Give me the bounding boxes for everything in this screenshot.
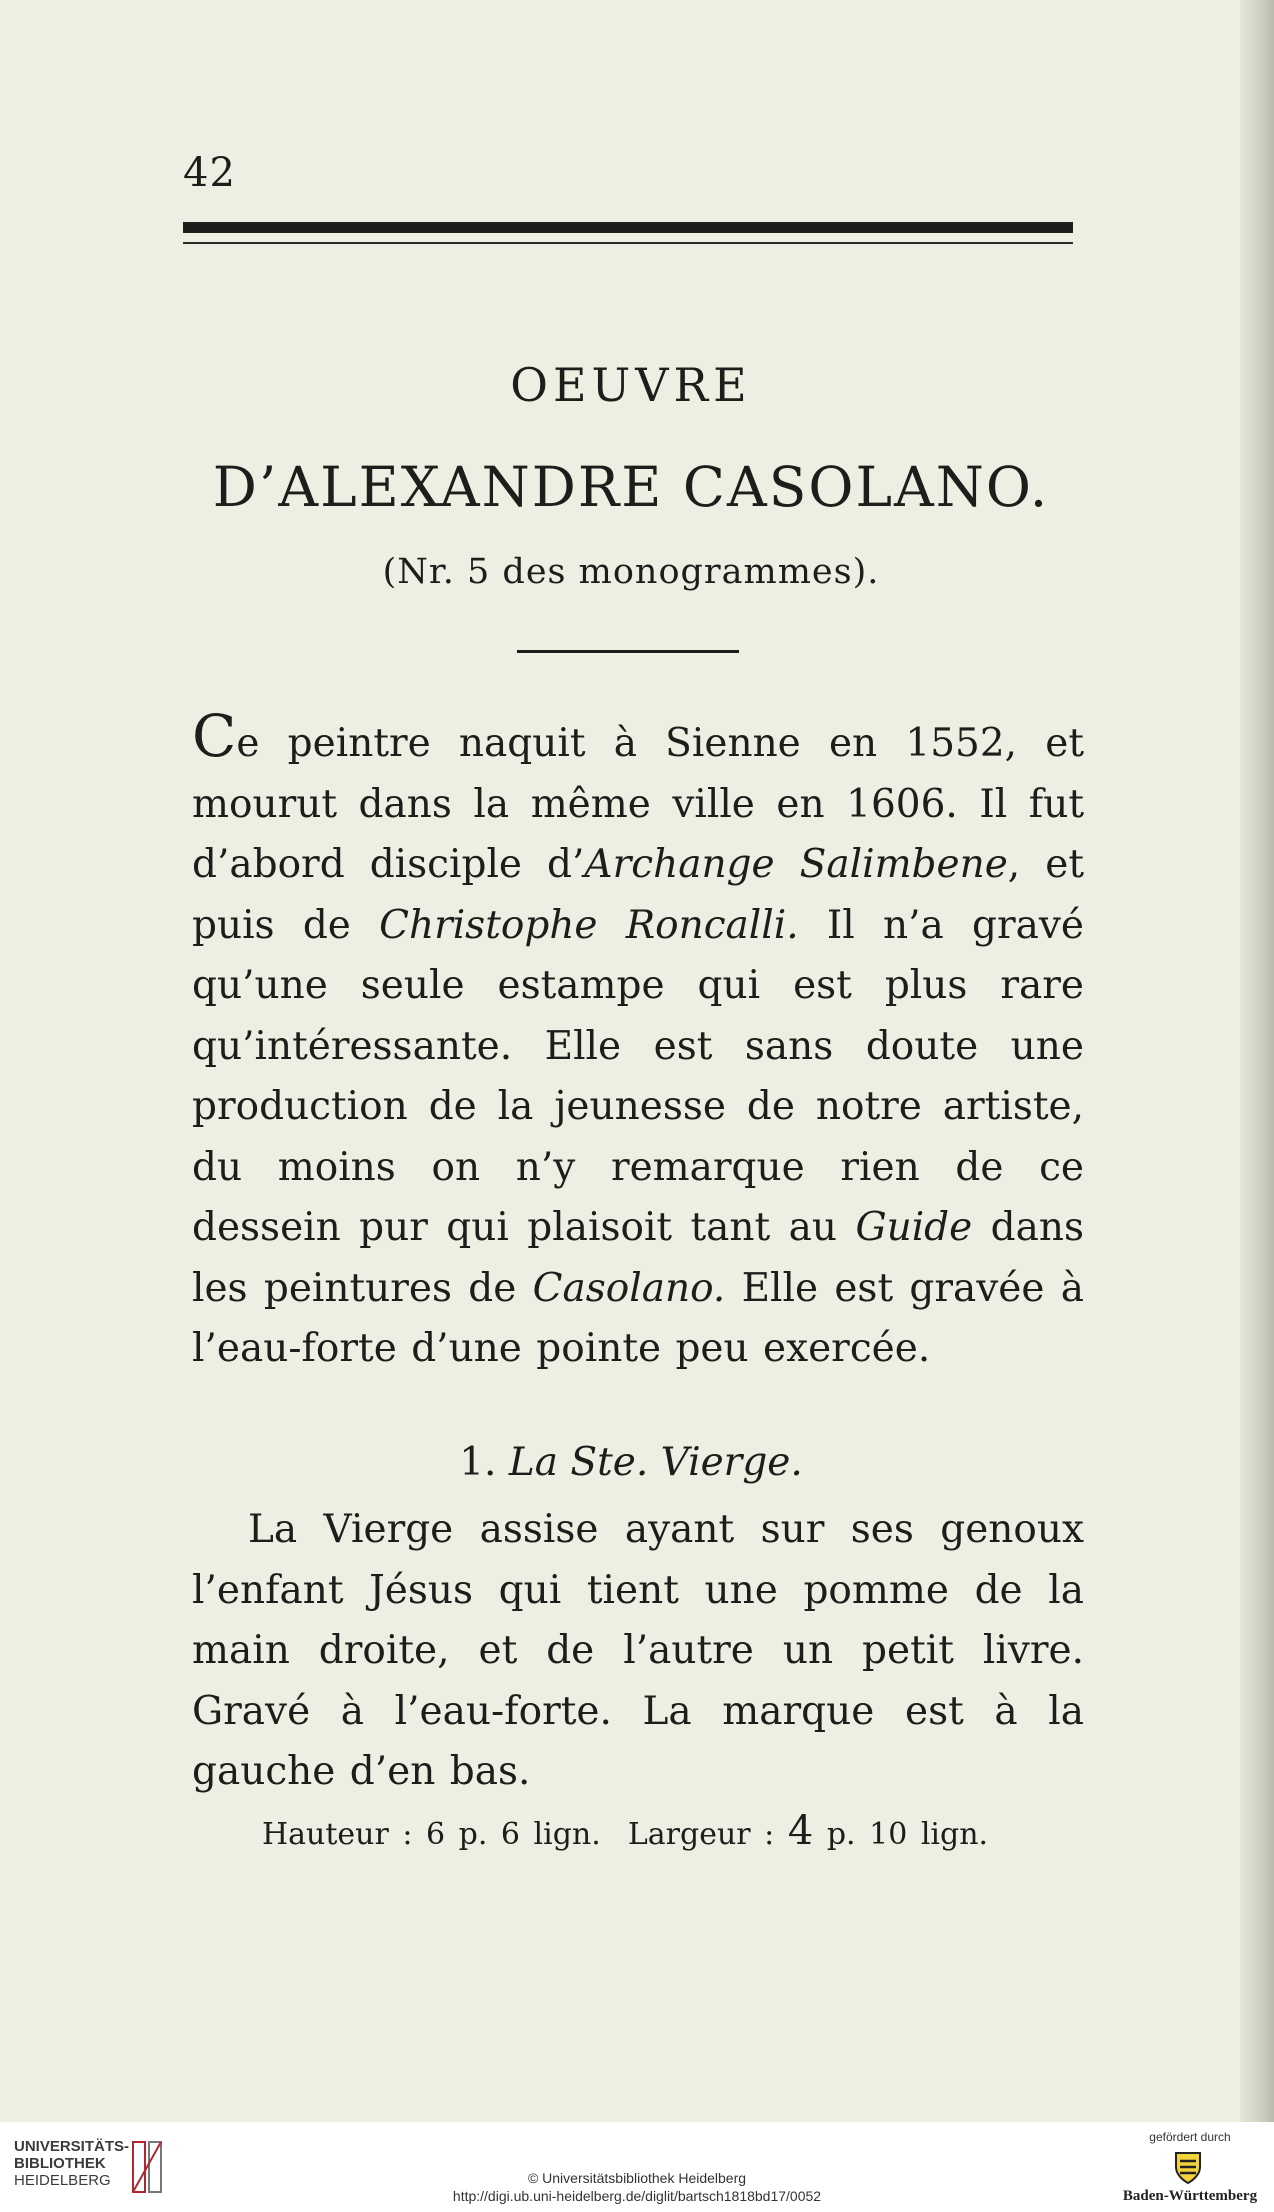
copyright-notice: © Universitätsbibliothek Heidelberg [527,2170,747,2186]
header-rule-thick [183,222,1073,233]
biography-paragraph [192,702,1085,1380]
body-text: Il n’a gravé qu’une seule estampe qui est plus rare qu’intéressante. Elle est sans doute une production de la jeunesse de notre artiste, du moins on n’y remarque rien de ce dessein pur qui plaisoit tant au [192,902,1084,1250]
sponsor-name[interactable]: Baden-Württemberg [1122,2188,1258,2204]
dimensions [262,1808,988,1854]
page-number: 42 [183,150,236,196]
body-text: , et puis de [192,842,1084,948]
logo-line-3: HEIDELBERG [14,2172,111,2189]
item-title: La Ste. Vierge. [508,1440,803,1485]
italic-name: Archange Salimbene [584,842,1008,887]
logo-line-2: BIBLIOTHEK [14,2155,106,2172]
dimension-width-unit: p. 10 lign. [826,1817,989,1852]
dimension-width-value: 4 [787,1808,814,1854]
item-description: La Vierge assise ayant sur ses genoux l’enfant Jésus qui tient une pomme de la main droite, et de l’autre un petit livre. Gravé à l’eau-forte. La marque est à la gauche d’en bas. [192,1507,1084,1794]
section-separator [517,650,739,653]
body-text: e peintre naquit à Sienne en 1552, et mourut dans la même ville en 1606. Il fut d’abord disciple d’ [192,721,1084,887]
permalink[interactable]: http://digi.ub.uni-heidelberg.de/diglit/bartsch1818bd17/0052 [452,2188,822,2204]
baden-wuerttemberg-coat-of-arms-icon [1168,2147,1208,2187]
logo-line-1: UNIVERSITÄTS- [14,2138,130,2155]
funded-by-label: gefördert durch [1149,2130,1231,2144]
item-heading [0,1440,1262,1485]
subtitle-monogram: (Nr. 5 des monogrammes). [382,552,880,592]
body-text: dans les peintures de [192,1205,1085,1311]
body-text: Elle est gravée à l’eau-forte d’une pointe peu exercée. [192,1265,1085,1371]
item-number: 1. [459,1440,497,1485]
italic-name: Casolano. [532,1265,726,1311]
viewer-footer [0,2122,1274,2212]
dimension-height: Hauteur : 6 p. 6 lign. [262,1817,601,1852]
dimension-width-label: Largeur : [627,1817,775,1852]
title-artist: D’ALEXANDRE CASOLANO. [212,455,1050,519]
title-oeuvre: OEUVRE [510,358,752,412]
page-edge-shadow [1240,0,1274,2122]
drop-cap: C [192,702,237,770]
italic-name: Christophe Roncalli. [379,902,799,948]
italic-name: Guide [855,1205,973,1250]
header-rule-thin [183,242,1073,244]
